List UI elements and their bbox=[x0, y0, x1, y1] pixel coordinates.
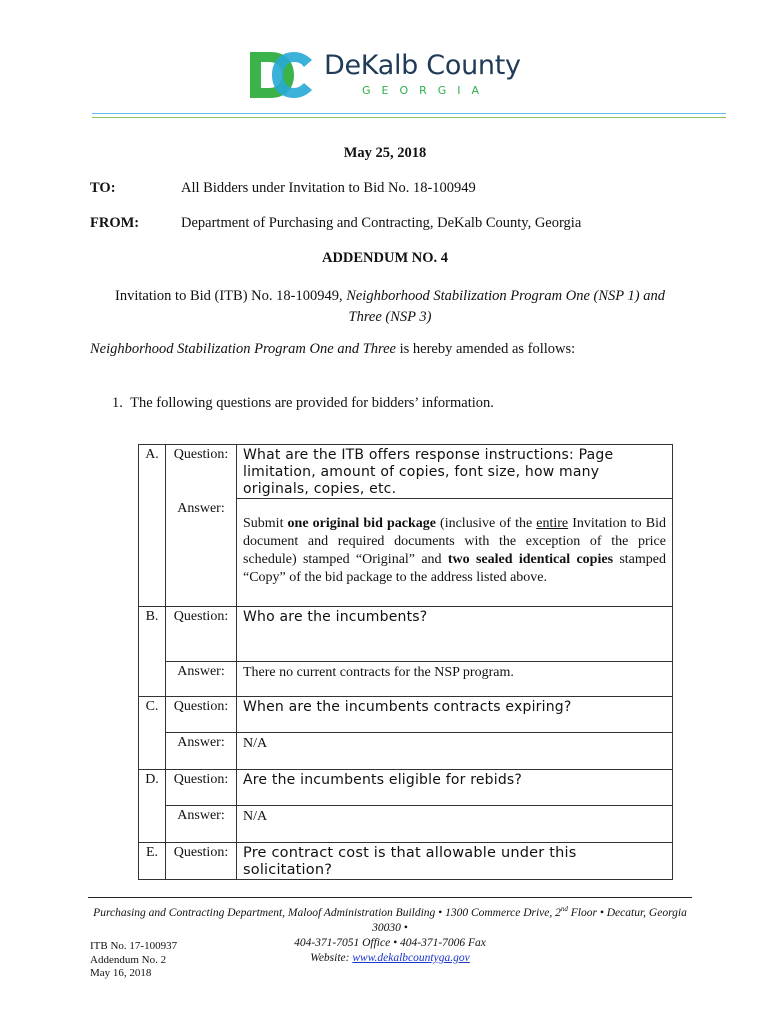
logo-name: DeKalb County bbox=[324, 50, 521, 81]
answer-text: N/A bbox=[237, 806, 673, 843]
footer-rule bbox=[88, 897, 692, 898]
question-label: Question: bbox=[166, 607, 237, 662]
table-row bbox=[139, 843, 673, 880]
to-text: All Bidders under Invitation to Bid No. 18-100949 bbox=[181, 180, 476, 196]
row-letter: B. bbox=[139, 607, 166, 697]
question-text: When are the incumbents contracts expiring? bbox=[237, 697, 673, 733]
amendment-statement bbox=[90, 341, 575, 358]
table-row bbox=[139, 499, 673, 607]
question-text: What are the ITB offers response instructions: Page limitation, amount of copies, font size, how many originals, copies, etc. bbox=[237, 445, 673, 499]
list-item-1 bbox=[112, 395, 494, 412]
question-text: Are the incumbents eligible for rebids? bbox=[237, 770, 673, 806]
answer-label: Answer: bbox=[166, 806, 237, 843]
answer-text: There no current contracts for the NSP program. bbox=[237, 662, 673, 697]
question-label: Question: bbox=[166, 445, 237, 499]
question-text: Pre contract cost is that allowable under this solicitation? bbox=[237, 843, 673, 880]
footer-phone: 404-371-7051 Office • 404-371-7006 Fax bbox=[294, 936, 486, 949]
list-item-number: 1. bbox=[112, 395, 123, 411]
itb-title bbox=[90, 286, 690, 328]
itb-program-text-2: Three (NSP 3) bbox=[348, 309, 432, 325]
meta-itb: ITB No. 17-100937 bbox=[90, 940, 178, 952]
row-letter: C. bbox=[139, 697, 166, 770]
answer-label: Answer: bbox=[166, 662, 237, 697]
header-rule-green bbox=[92, 117, 726, 118]
website-link[interactable]: www.dekalbcountyga.gov bbox=[352, 951, 470, 964]
document-meta bbox=[90, 940, 177, 981]
answer-text: N/A bbox=[237, 733, 673, 770]
table-row bbox=[139, 607, 673, 662]
questions-table bbox=[138, 444, 673, 880]
from-text: Department of Purchasing and Contracting, DeKalb County, Georgia bbox=[181, 215, 582, 231]
answer-text: Submit one original bid package (inclusive of the entire Invitation to Bid document and required documents with the exception of the price schedule) stamped “Original” and two sealed identical copies stamped “Copy” of the bid package to the address listed above. bbox=[237, 499, 673, 607]
question-label: Question: bbox=[166, 697, 237, 733]
dekalb-county-logo bbox=[248, 48, 548, 102]
to-label: TO: bbox=[90, 180, 116, 196]
row-letter: E. bbox=[139, 843, 166, 880]
row-letter: A. bbox=[139, 445, 166, 607]
question-text: Who are the incumbents? bbox=[237, 607, 673, 662]
itb-number-text: Invitation to Bid (ITB) No. 18-100949, bbox=[115, 288, 347, 304]
question-label: Question: bbox=[166, 770, 237, 806]
dc-logo-mark-icon bbox=[248, 48, 318, 102]
from-label: FROM: bbox=[90, 215, 140, 231]
meta-date: May 16, 2018 bbox=[90, 967, 152, 979]
table-row bbox=[139, 806, 673, 843]
header-rule-blue bbox=[92, 113, 726, 114]
meta-addendum: Addendum No. 2 bbox=[90, 953, 167, 966]
question-label: Question: bbox=[166, 843, 237, 880]
amend-program-name: Neighborhood Stabilization Program One and Three bbox=[90, 341, 396, 357]
footer-address: Purchasing and Contracting Department, Maloof Administration Building • 1300 Commerce Drive, 2nd Floor • Decatur, Georgia 30030 • 404-371-7051 Office • 404-371-7006 Fax Website: www.dekalbcountyga.gov bbox=[93, 905, 687, 964]
table-row bbox=[139, 445, 673, 499]
addendum-title: ADDENDUM NO. 4 bbox=[321, 250, 449, 266]
table-row bbox=[139, 733, 673, 770]
document-date: May 25, 2018 bbox=[343, 145, 427, 161]
table-row bbox=[139, 770, 673, 806]
table-row bbox=[139, 662, 673, 697]
row-letter: D. bbox=[139, 770, 166, 843]
table-row bbox=[139, 697, 673, 733]
amend-text: is hereby amended as follows: bbox=[395, 341, 576, 357]
answer-label: Answer: bbox=[166, 733, 237, 770]
itb-program-text: Neighborhood Stabilization Program One (NSP 1) and bbox=[346, 288, 665, 304]
logo-state: GEORGIA bbox=[362, 84, 491, 97]
answer-label: Answer: bbox=[166, 499, 237, 607]
list-item-text: The following questions are provided for bidders’ information. bbox=[130, 395, 494, 411]
